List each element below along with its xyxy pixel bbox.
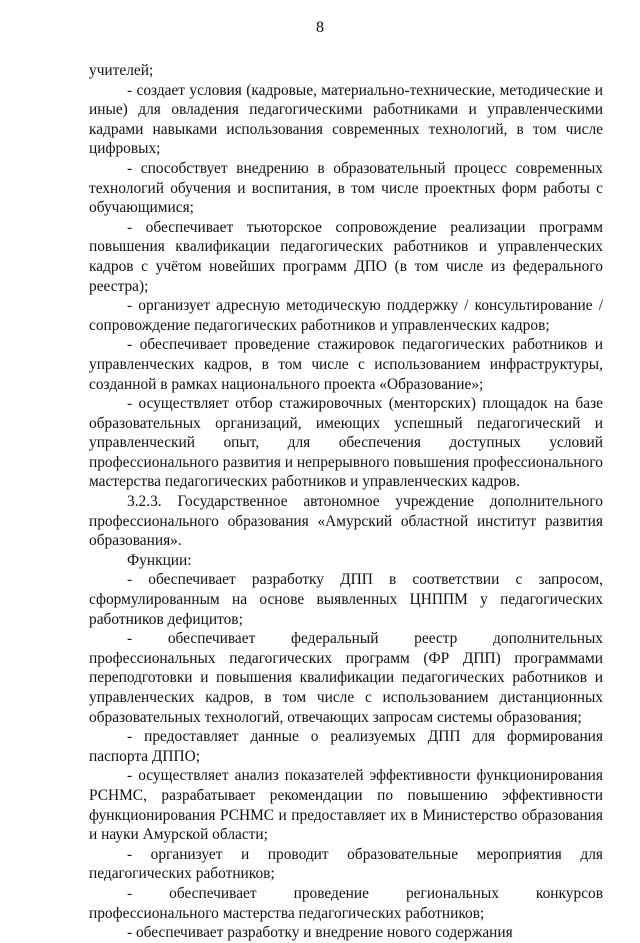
page-number: 8: [316, 19, 324, 36]
paragraph: - организует и проводит образовательные мероприятия для педагогических работников;: [89, 845, 603, 883]
paragraph: - обеспечивает разработку ДПП в соответствии с запросом, сформулированным на основе выявленных ЦНППМ у педагогических работников дефицитов;: [89, 571, 603, 628]
paragraph: - организует адресную методическую поддержку / консультирование / сопровождение педагогических работников и управленческих кадров;: [89, 297, 603, 334]
paragraph: - способствует внедрению в образовательный процесс современных технологий обучения и воспитания, в том числе проектных форм работы с обучающимися;: [89, 159, 603, 217]
paragraph: - обеспечивает разработку и внедрение нового содержания: [127, 924, 513, 942]
paragraph: - осуществляет анализ показателей эффективности функционирования РСНМС, разрабатывает рекомендации по повышению эффективности функционирования РСНМС и предоставляет их в Министерство образования и науки Амурской области;: [89, 767, 603, 844]
paragraph: - обеспечивает тьюторское сопровождение реализации программ повышения квалификации педагогических работников и управленческих кадров с учётом новейших программ ДПО (в том числе из федерального реестра);: [89, 218, 603, 295]
body-text: [89, 61, 603, 943]
paragraph: - осуществляет отбор стажировочных (менторских) площадок на базе образовательных организаций, имеющих успешный педагогический и управленческий опыт, для обеспечения доступных условий профессионального развития и непрерывного повышения профессионального мастерства педагогических работников и управленческих кадров.: [89, 395, 603, 491]
paragraph: учителей;: [89, 62, 154, 79]
paragraph: Функции:: [127, 551, 192, 569]
paragraph: - обеспечивает проведение региональных конкурсов профессионального мастерства педагогических работников;: [89, 884, 603, 922]
paragraph: - предоставляет данные о реализуемых ДПП для формирования паспорта ДППО;: [89, 728, 603, 765]
paragraph: - создает условия (кадровые, материально-технические, методические и иные) для овладения педагогическими работниками и управленческими кадрами навыками использования современных технологий, в том числе цифровых;: [89, 81, 603, 158]
paragraph: - обеспечивает федеральный реестр дополнительных профессиональных педагогических программ (ФР ДПП) программами переподготовки и повышения квалификации педагогических работников и управленческих кадров, в том числе с использованием дистанционных образовательных технологий, отвечающих запросам системы образования;: [89, 630, 603, 726]
paragraph: 3.2.3. Государственное автономное учреждение дополнительного профессионального образования «Амурский областной институт развития образования».: [89, 493, 603, 550]
paragraph: - обеспечивает проведение стажировок педагогических работников и управленческих кадров, в том числе с использованием инфраструктуры, созданной в рамках национального проекта «Образование»;: [89, 336, 603, 393]
